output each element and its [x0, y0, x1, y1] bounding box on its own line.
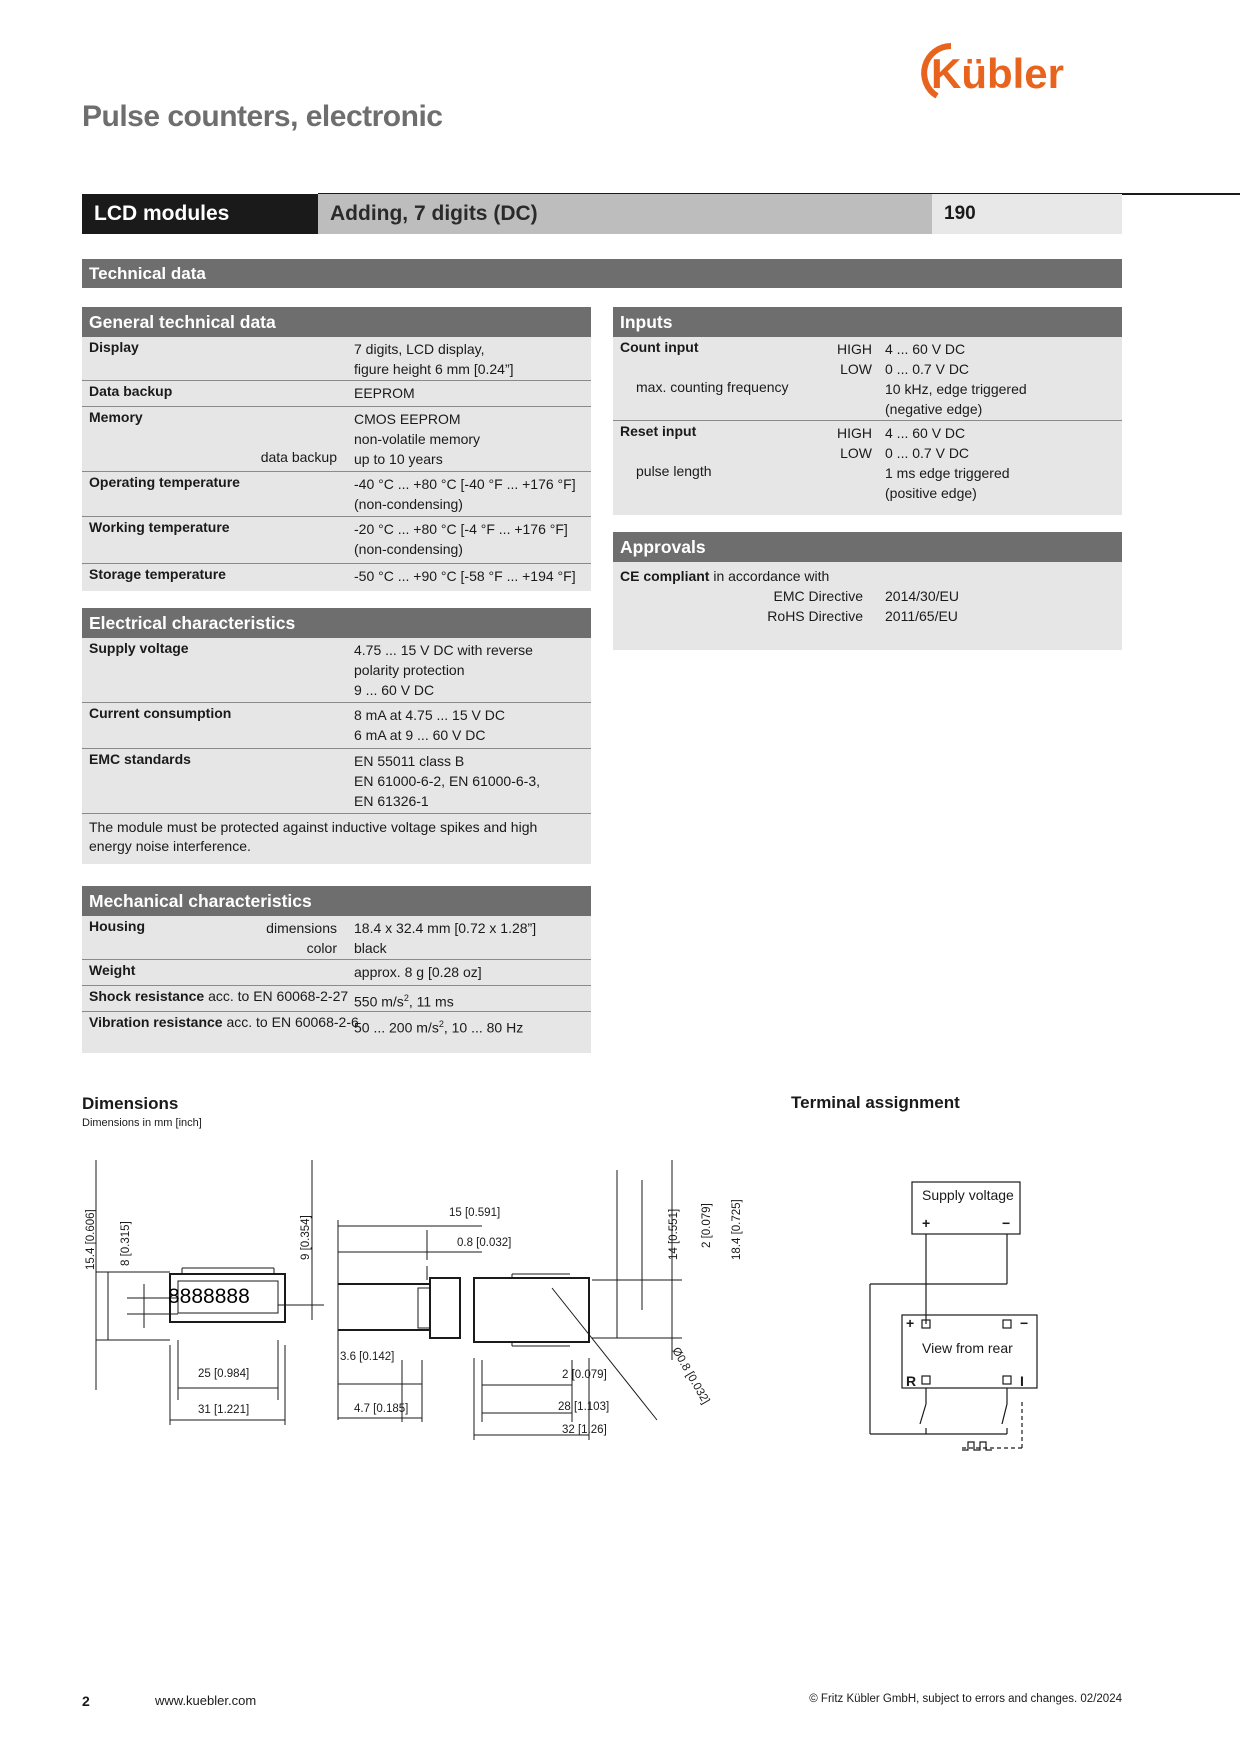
reset-high: HIGH	[837, 425, 872, 441]
general-panel	[82, 307, 591, 591]
vib-label: Vibration resistance	[89, 1014, 223, 1030]
row-worktemp	[82, 517, 591, 564]
inputs-heading: Inputs	[613, 307, 1122, 337]
count-low-value: 0 ... 0.7 V DC	[885, 361, 970, 377]
website-link[interactable]: www.kuebler.com	[155, 1693, 257, 1708]
supply-label: Supply voltage	[89, 640, 189, 656]
reset-label: Reset input	[620, 423, 697, 439]
housing-sub1: dimensions	[266, 920, 337, 936]
electrical-note	[82, 814, 591, 864]
dim-2-top: 2 [0.079]	[701, 1203, 713, 1248]
vib-value: 50 ... 200 m/s	[354, 1019, 439, 1036]
product-number: 190	[932, 194, 1122, 234]
row-shock	[82, 986, 591, 1012]
count-freq-value1: 10 kHz, edge triggered	[885, 381, 1027, 397]
electrical-heading: Electrical characteristics	[82, 608, 591, 638]
shock-sub: acc. to EN 60068-2-27	[208, 988, 349, 1004]
memory-sub: data backup	[260, 449, 337, 465]
display-value2: figure height 6 mm [0.24”]	[354, 361, 514, 377]
inputs-panel	[613, 307, 1122, 515]
weight-label: Weight	[89, 962, 136, 978]
memory-value2: non-volatile memory	[354, 431, 481, 447]
current-value2: 6 mA at 9 ... 60 V DC	[354, 727, 486, 743]
emc-value1: EN 55011 class B	[354, 753, 465, 769]
rear-minus: −	[1020, 1315, 1029, 1331]
lcd-digits: 8888888	[168, 1285, 250, 1308]
optemp-value2: (non-condensing)	[354, 496, 463, 512]
storetemp-value: -50 °C ... +90 °C [-58 °F ... +194 °F]	[354, 568, 576, 584]
row-supply	[82, 638, 591, 703]
count-freq-label: max. counting frequency	[636, 379, 789, 395]
terminal-title: Terminal assignment	[791, 1093, 960, 1112]
supply-minus: −	[1002, 1215, 1011, 1231]
mechanical-heading: Mechanical characteristics	[82, 886, 591, 916]
optemp-value1: -40 °C ... +80 °C [-40 °F ... +176 °F]	[354, 476, 576, 492]
emc-directive-value: 2014/30/EU	[885, 588, 959, 604]
shock-sup: 2	[403, 993, 409, 1003]
row-ce	[613, 562, 1122, 650]
mechanical-panel	[82, 886, 591, 1053]
row-optemp	[82, 472, 591, 517]
dim-4-7: 4.7 [0.185]	[354, 1403, 409, 1415]
reset-pulse-value1: 1 ms edge triggered	[885, 465, 1010, 481]
dim-31: 31 [1.221]	[198, 1404, 250, 1416]
dim-15: 15 [0.591]	[449, 1207, 501, 1219]
supply-plus: +	[922, 1215, 931, 1231]
memory-value3: up to 10 years	[354, 451, 443, 467]
approvals-panel	[613, 532, 1122, 650]
rohs-directive-label: RoHS Directive	[767, 608, 863, 624]
dimensions-title: Dimensions	[82, 1094, 179, 1113]
dim-3-6: 3.6 [0.142]	[340, 1351, 395, 1363]
display-value1: 7 digits, LCD display,	[354, 341, 485, 357]
supply-voltage-label: Supply voltage	[922, 1187, 1014, 1203]
vib-value-b: , 10 ... 80 Hz	[443, 1019, 524, 1036]
input-terminal-label: I	[1020, 1373, 1024, 1389]
reset-low-value: 0 ... 0.7 V DC	[885, 445, 970, 461]
brand-name: Kübler	[931, 50, 1065, 97]
terminal-diagram	[862, 1180, 1062, 1460]
row-current	[82, 703, 591, 749]
reset-low: LOW	[840, 445, 872, 461]
row-storetemp	[82, 564, 591, 591]
backup-label: Data backup	[89, 383, 173, 399]
reset-high-value: 4 ... 60 V DC	[885, 425, 966, 441]
approvals-heading: Approvals	[613, 532, 1122, 562]
row-housing	[82, 916, 591, 960]
worktemp-label: Working temperature	[89, 519, 230, 535]
dim-2-bottom: 2 [0.079]	[562, 1369, 607, 1381]
housing-sub2: color	[306, 940, 337, 956]
shock-value: 550 m/s	[354, 993, 404, 1010]
dim-15-4: 15.4 [0.606]	[85, 1209, 97, 1270]
memory-label: Memory	[89, 409, 143, 425]
row-reset-input	[613, 421, 1122, 515]
note-line2: energy noise interference.	[89, 838, 251, 854]
worktemp-value2: (non-condensing)	[354, 541, 463, 557]
dim-28: 28 [1.103]	[558, 1401, 610, 1413]
supply-value1: 4.75 ... 15 V DC with reverse	[354, 642, 533, 658]
row-memory	[82, 407, 591, 472]
dim-32: 32 [1.26]	[562, 1424, 607, 1436]
shock-label: Shock resistance	[89, 988, 205, 1004]
rear-plus: +	[906, 1315, 915, 1331]
ce-label: CE compliant	[620, 568, 710, 584]
row-display	[82, 337, 591, 381]
count-high: HIGH	[837, 341, 872, 357]
count-label: Count input	[620, 339, 699, 355]
supply-value2: polarity protection	[354, 662, 465, 678]
memory-value1: CMOS EEPROM	[354, 411, 461, 427]
dim-14: 14 [0.551]	[668, 1208, 680, 1260]
category-label: LCD modules	[82, 194, 318, 234]
dim-diameter: Ø0.8 [0.032]	[669, 1345, 712, 1407]
dim-0-8: 0.8 [0.032]	[457, 1237, 512, 1249]
reset-pulse-value2: (positive edge)	[885, 485, 977, 501]
ce-rest: in accordance with	[709, 568, 830, 584]
backup-value: EEPROM	[354, 385, 415, 401]
row-count-input	[613, 337, 1122, 421]
shock-value-b: , 11 ms	[408, 993, 454, 1010]
emc-value2: EN 61000-6-2, EN 61000-6-3,	[354, 773, 540, 789]
row-vibration	[82, 1012, 591, 1053]
reset-pulse-label: pulse length	[636, 463, 712, 479]
section-technical-data: Technical data	[82, 259, 1122, 288]
current-value1: 8 mA at 4.75 ... 15 V DC	[354, 707, 505, 723]
general-heading: General technical data	[82, 307, 591, 337]
emc-value3: EN 61326-1	[354, 793, 429, 809]
worktemp-value1: -20 °C ... +80 °C [-4 °F ... +176 °F]	[354, 521, 568, 537]
reset-terminal-label: R	[906, 1373, 917, 1389]
page-number: 2	[82, 1693, 90, 1709]
vib-sup: 2	[438, 1019, 444, 1029]
emc-directive-label: EMC Directive	[773, 588, 863, 604]
view-from-rear-label: View from rear	[922, 1340, 1013, 1356]
emc-label: EMC standards	[89, 751, 191, 767]
copyright: © Fritz Kübler GmbH, subject to errors and changes. 02/2024	[809, 1693, 1122, 1705]
dim-25: 25 [0.984]	[198, 1368, 250, 1380]
display-label: Display	[89, 339, 139, 355]
vib-sub: acc. to EN 60068-2-6	[226, 1014, 359, 1030]
rohs-directive-value: 2011/65/EU	[885, 608, 958, 624]
storetemp-label: Storage temperature	[89, 566, 226, 582]
weight-value: approx. 8 g [0.28 oz]	[354, 964, 482, 980]
housing-value1: 18.4 x 32.4 mm [0.72 x 1.28”]	[354, 920, 537, 936]
optemp-label: Operating temperature	[89, 474, 240, 490]
current-label: Current consumption	[89, 705, 232, 721]
dimension-drawing	[82, 1160, 782, 1460]
kubler-logo	[913, 40, 1123, 100]
row-backup	[82, 381, 591, 407]
page-title: Pulse counters, electronic	[82, 100, 443, 133]
row-emc	[82, 749, 591, 814]
housing-value2: black	[354, 940, 387, 956]
dimensions-subtitle: Dimensions in mm [inch]	[82, 1117, 202, 1129]
count-freq-value2: (negative edge)	[885, 401, 983, 417]
dim-9: 9 [0.354]	[300, 1215, 312, 1260]
count-low: LOW	[840, 361, 872, 377]
count-high-value: 4 ... 60 V DC	[885, 341, 966, 357]
note-line1: The module must be protected against inductive voltage spikes and high	[89, 819, 538, 835]
supply-value3: 9 ... 60 V DC	[354, 682, 435, 698]
housing-label: Housing	[89, 918, 145, 934]
dim-18-4: 18.4 [0.725]	[731, 1199, 743, 1260]
product-label: Adding, 7 digits (DC)	[318, 194, 932, 234]
row-weight	[82, 960, 591, 986]
dim-8: 8 [0.315]	[120, 1221, 132, 1266]
electrical-panel	[82, 608, 591, 864]
